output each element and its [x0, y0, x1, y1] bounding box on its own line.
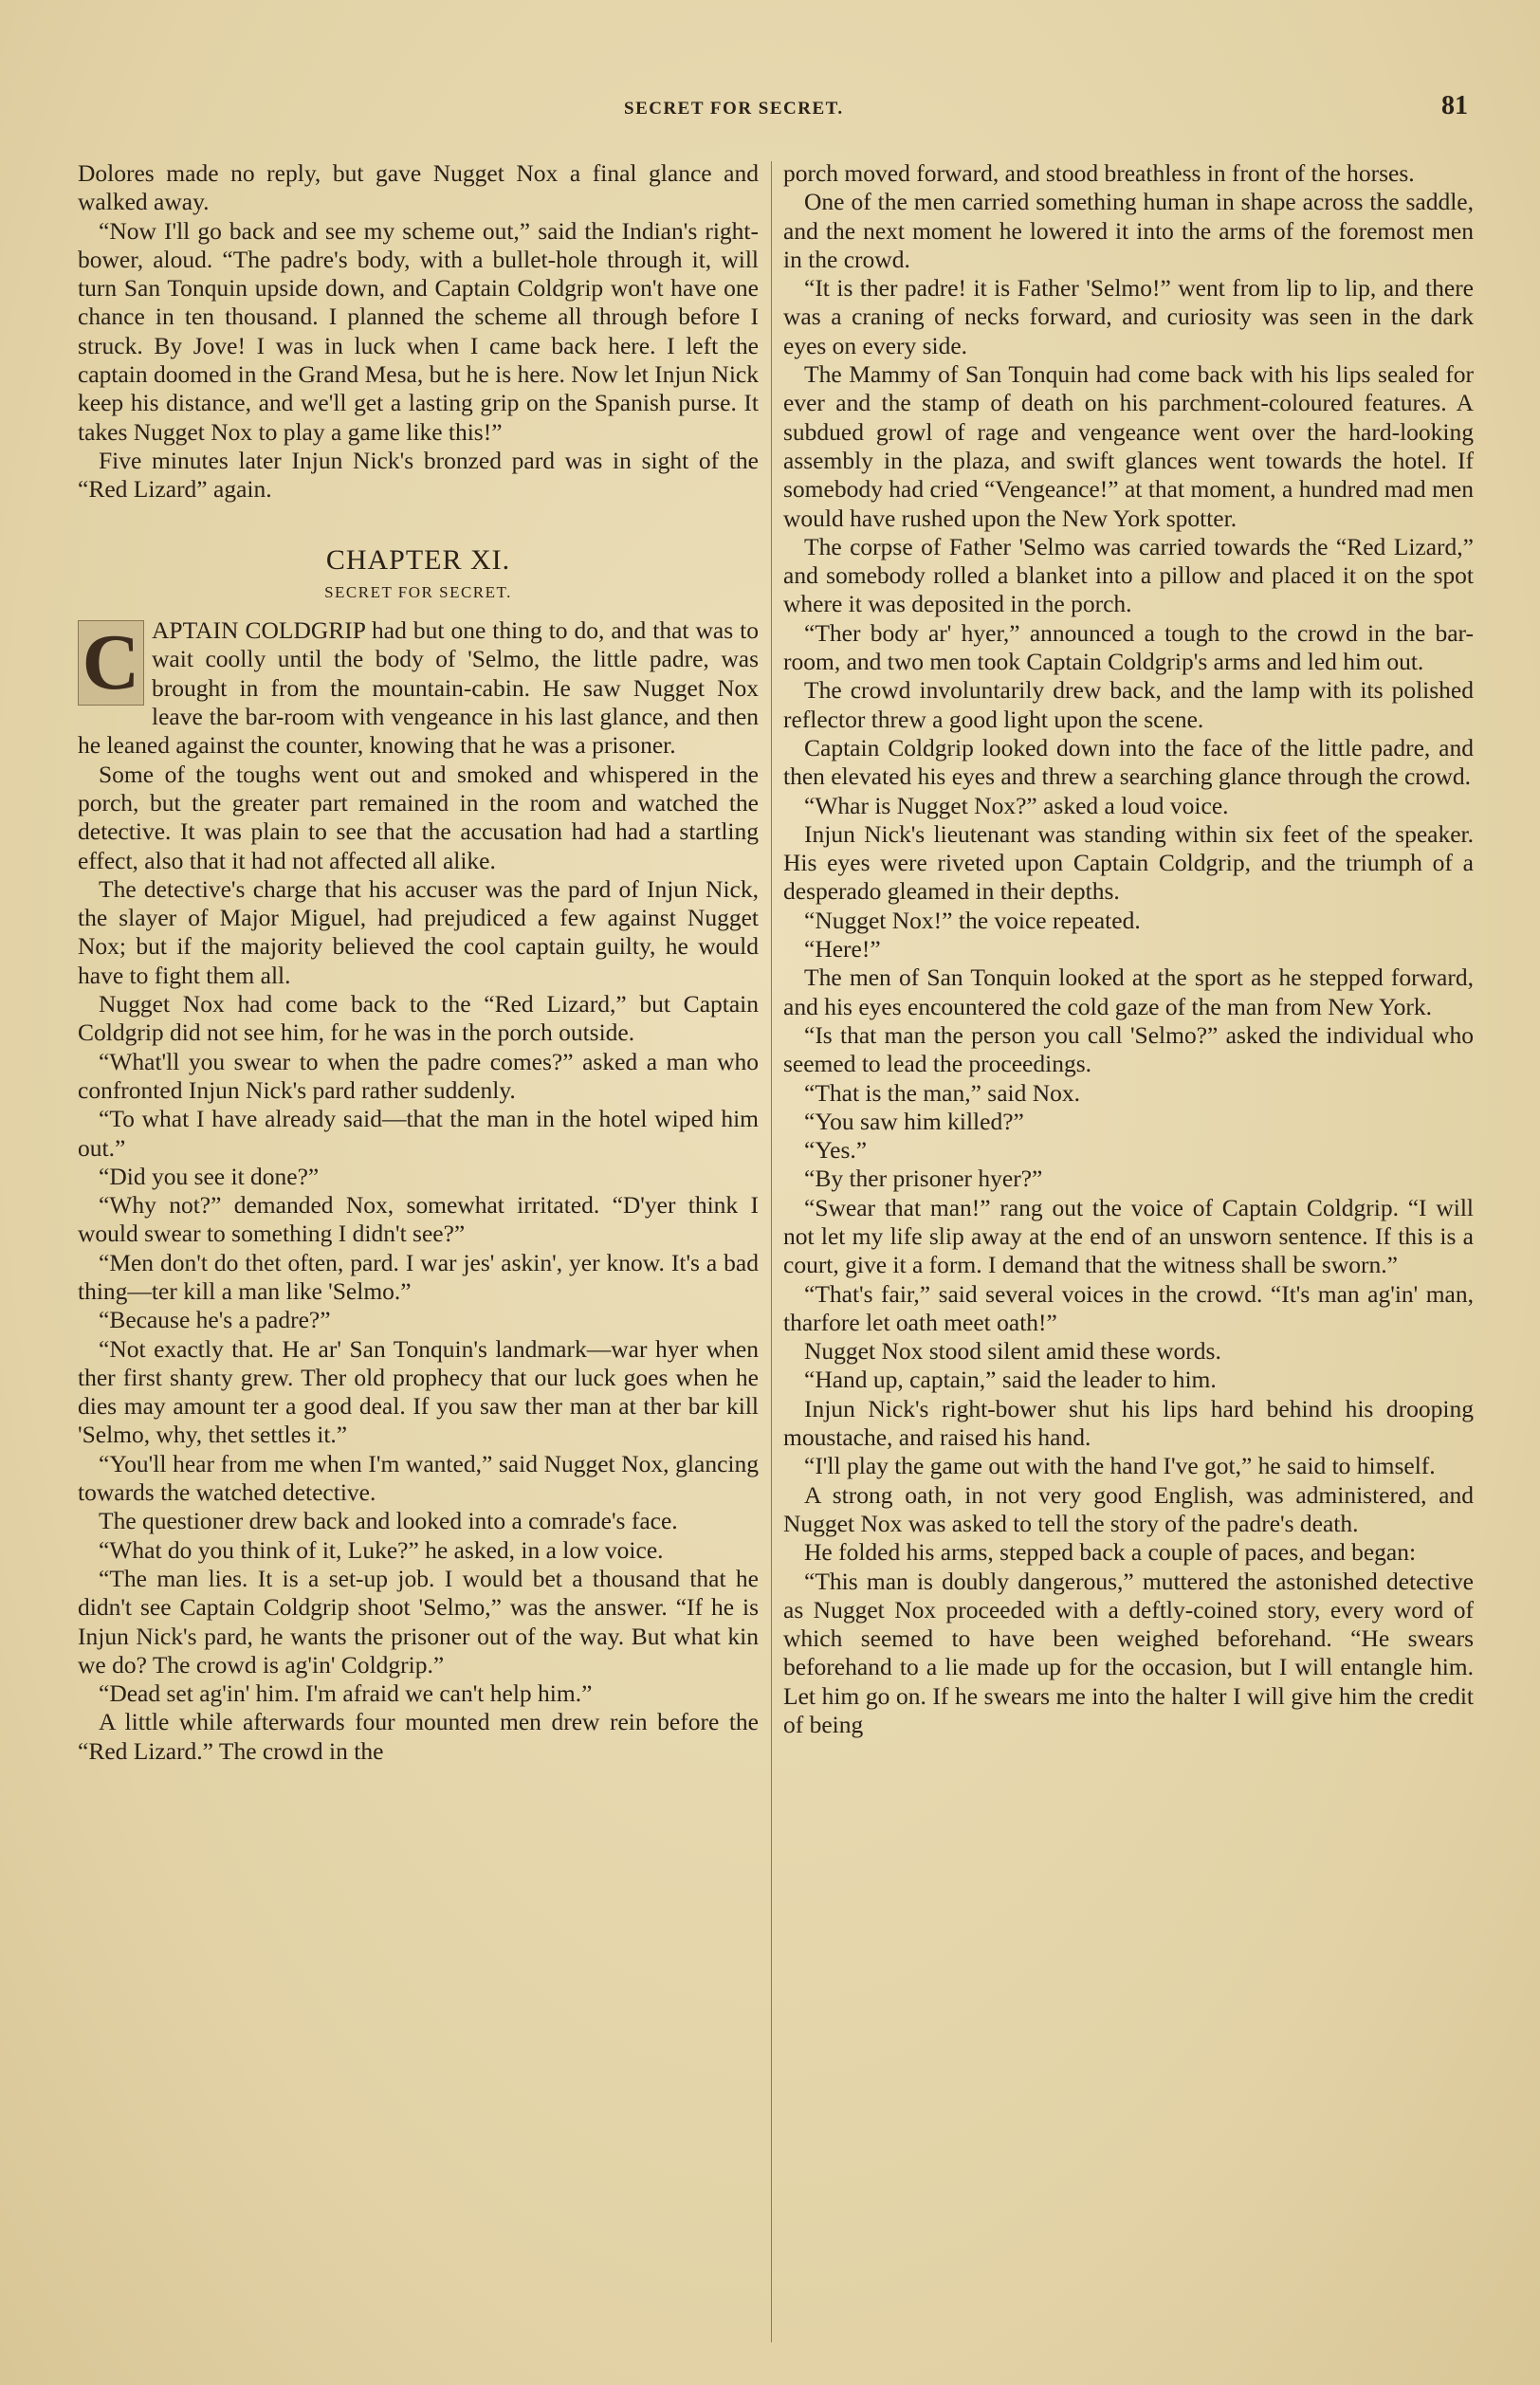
paragraph: “Because he's a padre?” [99, 1306, 331, 1334]
paragraph: “Not exactly that. He ar' San Tonquin's landmark—war hyer when ther first shanty grew. Ther old prophecy that our luck goes when he dies may amount ter a good deal. If you saw ther man at ther bar kill 'Selmo, why, thet settles it.” [78, 1334, 759, 1449]
paragraph: Injun Nick's right-bower shut his lips hard behind his drooping moustache, and raised his hand. [783, 1394, 1474, 1452]
opening-text: APTAIN COLDGRIP had but one thing to do, and that was to wait coolly until the body of 'Selmo, the little padre, was brought in from the mountain-cabin. He saw Nugget Nox leave the bar-room with vengeance in his last glance, and then he leaned against the counter, knowing that he was a prisoner. [78, 616, 759, 760]
paragraph: “Dead set ag'in' him. I'm afraid we can't help him.” [99, 1679, 593, 1708]
paragraph: “It is ther padre! it is Father 'Selmo!” went from lip to lip, and there was a craning of necks forward, and curiosity was seen in the dark eyes on every side. [783, 274, 1474, 359]
paragraph: The crowd involuntarily drew back, and the lamp with its polished reflector threw a good light upon the scene. [783, 676, 1474, 733]
drop-cap-initial: C [78, 620, 144, 706]
paragraph: “What'll you swear to when the padre comes?” asked a man who confronted Injun Nick's pard rather suddenly. [78, 1047, 759, 1104]
paragraph: “Men don't do thet often, pard. I war jes' askin', yer know. It's a bad thing—ter kill a man like 'Selmo.” [78, 1248, 759, 1305]
chapter-title: CHAPTER XI. [325, 543, 511, 576]
paragraph: Nugget Nox had come back to the “Red Lizard,” but Captain Coldgrip did not see him, for he was in the porch outside. [78, 990, 759, 1047]
paragraph: “Did you see it done?” [99, 1162, 320, 1190]
right-column [783, 159, 1474, 2340]
chapter-opening-paragraph [78, 616, 759, 760]
paragraph: “Hand up, captain,” said the leader to him. [804, 1366, 1217, 1394]
paragraph: “To what I have already said—that the man in the hotel wiped him out.” [78, 1105, 759, 1162]
paragraph: Nugget Nox stood silent amid these words. [804, 1337, 1221, 1366]
paragraph: He folded his arms, stepped back a couple of paces, and began: [804, 1538, 1417, 1567]
paragraph: Five minutes later Injun Nick's bronzed pard was in sight of the “Red Lizard” again. [78, 446, 759, 504]
page-number: 81 [1441, 91, 1468, 120]
paragraph: “Here!” [804, 935, 881, 963]
paragraph: “Swear that man!” rang out the voice of Captain Coldgrip. “I will not let my life slip away at the end of an unsworn sentence. If this is a court, give it a form. I demand that the witness shall be sworn.” [783, 1193, 1474, 1279]
paragraph: “You saw him killed?” [804, 1107, 1024, 1135]
paragraph: The questioner drew back and looked into a comrade's face. [99, 1507, 678, 1535]
left-column [78, 159, 759, 2340]
paragraph: One of the men carried something human in shape across the saddle, and the next moment he lowered it into the arms of the foremost men in the crowd. [783, 188, 1474, 273]
paragraph: “Nugget Nox!” the voice repeated. [804, 906, 1141, 934]
paragraph: The men of San Tonquin looked at the sport as he stepped forward, and his eyes encountered the cold gaze of the man from New York. [783, 963, 1474, 1020]
paragraph: “You'll hear from me when I'm wanted,” said Nugget Nox, glancing towards the watched detective. [78, 1449, 759, 1507]
paragraph: “This man is doubly dangerous,” muttered the astonished detective as Nugget Nox proceeded with a deftly-coined story, every word of which seemed to have been weighed beforehand. “He swears beforehand to a lie made up for the occasion, but I will entangle him. Let him go on. If he swears me into the halter I will give him the credit of being [783, 1567, 1474, 1739]
paragraph: A little while afterwards four mounted men drew rein before the “Red Lizard.” The crowd in the [78, 1708, 759, 1765]
paragraph: “That's fair,” said several voices in the crowd. “It's man ag'in' man, tharfore let oath meet oath!” [783, 1279, 1474, 1336]
paragraph: porch moved forward, and stood breathless in front of the horses. [783, 159, 1415, 187]
paragraph: “The man lies. It is a set-up job. I would bet a thousand that he didn't see Captain Coldgrip shoot 'Selmo,” was the answer. “If he is Injun Nick's pard, he wants the prisoner out of the way. But what kin we do? The crowd is ag'in' Coldgrip.” [78, 1564, 759, 1679]
paragraph: The Mammy of San Tonquin had come back with his lips sealed for ever and the stamp of death on his parchment-coloured features. A subdued growl of rage and vengeance went over the hard-looking assembly in the plaza, and swift glances went towards the hotel. If somebody had cried “Vengeance!” at that moment, a hundred mad men would have rushed upon the New York spotter. [783, 360, 1474, 532]
paragraph: “By ther prisoner hyer?” [804, 1165, 1043, 1193]
paragraph: Captain Coldgrip looked down into the face of the little padre, and then elevated his eyes and threw a searching glance through the crowd. [783, 733, 1474, 791]
paragraph: “Whar is Nugget Nox?” asked a loud voice. [804, 791, 1229, 819]
paragraph: “Now I'll go back and see my scheme out,” said the Indian's right-bower, aloud. “The padre's body, with a bullet-hole through it, will turn San Tonquin upside down, and Captain Coldgrip won't have one chance in ten thousand. I planned the scheme all through before I struck. By Jove! I was in luck when I came back here. I left the captain doomed in the Grand Mesa, but he is here. Now let Injun Nick keep his distance, and we'll get a lasting grip on the Spanish purse. It takes Nugget Nox to play a game like this!” [78, 216, 759, 446]
paragraph: The corpse of Father 'Selmo was carried towards the “Red Lizard,” and somebody rolled a blanket into a pillow and placed it on the spot where it was deposited in the porch. [783, 532, 1474, 618]
paragraph: “I'll play the game out with the hand I've got,” he said to himself. [804, 1452, 1436, 1480]
chapter-subtitle: SECRET FOR SECRET. [324, 582, 512, 601]
paragraph: “Ther body ar' hyer,” announced a tough to the crowd in the bar-room, and two men took Captain Coldgrip's arms and led him out. [783, 618, 1474, 676]
paragraph: The detective's charge that his accuser was the pard of Injun Nick, the slayer of Major Miguel, had prejudiced a few against Nugget Nox; but if the majority believed the cool captain guilty, he would have to fight them all. [78, 874, 759, 989]
paragraph: Dolores made no reply, but gave Nugget Nox a final glance and walked away. [78, 159, 759, 216]
paragraph: “Is that man the person you call 'Selmo?” asked the individual who seemed to lead the proceedings. [783, 1020, 1474, 1078]
paragraph: “Yes.” [804, 1136, 868, 1165]
paragraph: Some of the toughs went out and smoked and whispered in the porch, but the greater part remained in the room and watched the detective. It was plain to see that the accusation had had a startling effect, also that it had not affected all alike. [78, 760, 759, 874]
paragraph: “That is the man,” said Nox. [804, 1078, 1081, 1107]
running-head-title: SECRET FOR SECRET. [624, 99, 844, 119]
paragraph: “What do you think of it, Luke?” he asked, in a low voice. [99, 1535, 664, 1564]
paragraph: “Why not?” demanded Nox, somewhat irritated. “D'yer think I would swear to something I didn't see?” [78, 1191, 759, 1248]
paragraph: A strong oath, in not very good English, was administered, and Nugget Nox was asked to tell the story of the padre's death. [783, 1480, 1474, 1537]
column-rule [771, 161, 772, 2342]
paragraph: Injun Nick's lieutenant was standing within six feet of the speaker. His eyes were riveted upon Captain Coldgrip, and the triumph of a desperado gleamed in their depths. [783, 819, 1474, 906]
